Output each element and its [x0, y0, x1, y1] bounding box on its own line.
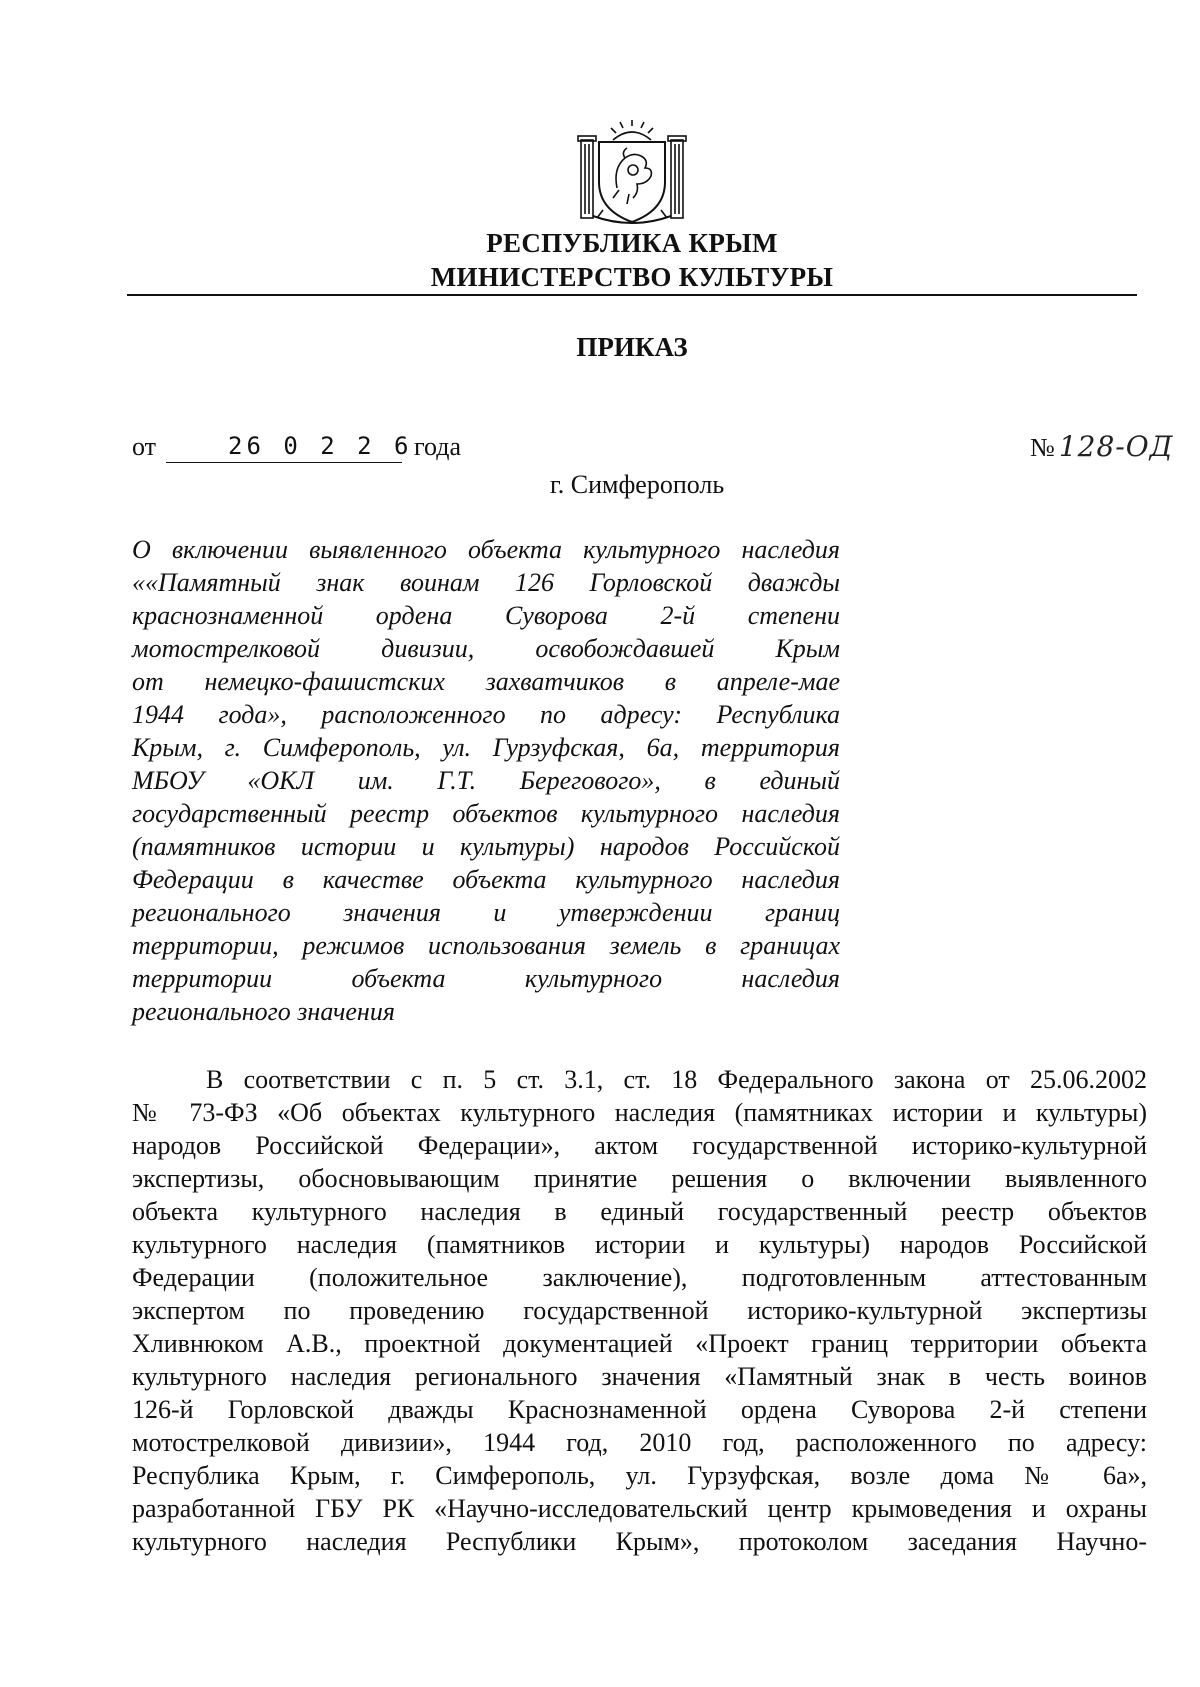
document-type-title: ПРИКАЗ	[576, 332, 688, 362]
number-prefix: №	[1030, 433, 1055, 462]
order-title	[132, 533, 840, 1028]
title-line: О включении выявленного объекта культурного наследия	[132, 535, 840, 564]
handwritten-number: 128-ОД	[1058, 430, 1174, 463]
title-line: мотострелковой дивизии, освобождавшей Крым	[132, 634, 840, 663]
body-line: разработанной ГБУ РК «Научно-исследовательский центр крымоведения и охраны	[132, 1494, 1147, 1523]
header-divider	[127, 294, 1137, 296]
body-line: культурного наследия (памятников истории и культуры) народов Российской	[132, 1230, 1147, 1259]
title-line: (памятников истории и культуры) народов Российской	[132, 832, 840, 861]
header-republic: РЕСПУБЛИКА КРЫМ	[486, 228, 778, 258]
body-line: экспертом по проведению государственной историко-культурной экспертизы	[132, 1296, 1147, 1325]
body-line: мотострелковой дивизии», 1944 год, 2010 год, расположенного по адресу:	[132, 1428, 1147, 1457]
body-line: культурного наследия регионального значения «Памятный знак в честь воинов	[132, 1362, 1147, 1391]
body-paragraph	[132, 1063, 1147, 1558]
header-ministry: МИНИСТЕРСТВО КУЛЬТУРЫ	[430, 262, 834, 292]
coat-of-arms-emblem	[573, 118, 691, 230]
title-line: государственный реестр объектов культурного наследия	[132, 799, 840, 828]
city-label: г. Симферополь	[550, 470, 725, 499]
date-underline	[166, 462, 402, 463]
title-line: ««Памятный знак воинам 126 Горловской дважды	[132, 568, 840, 597]
title-line: территории объекта культурного наследия	[132, 964, 840, 993]
title-line: регионального значения	[132, 997, 395, 1026]
body-line: объекта культурного наследия в единый государственный реестр объектов	[132, 1197, 1147, 1226]
order-number	[1030, 430, 1173, 463]
date-prefix: от	[132, 432, 157, 461]
date-suffix: года	[414, 432, 462, 461]
title-line: краснознаменной ордена Суворова 2-й степени	[132, 601, 840, 630]
title-line: территории, режимов использования земель в границах	[132, 931, 840, 960]
title-line: 1944 года», расположенного по адресу: Республика	[132, 700, 840, 729]
body-line: В соответствии с п. 5 ст. 3.1, ст. 18 Федерального закона от 25.06.2002	[206, 1065, 1147, 1094]
body-line: культурного наследия Республики Крым», протоколом заседания Научно-	[132, 1527, 1147, 1556]
body-line: Республика Крым, г. Симферополь, ул. Гурзуфская, возле дома № 6а»,	[132, 1461, 1147, 1490]
title-line: Федерации в качестве объекта культурного наследия	[132, 865, 840, 894]
date-stamp: 26 0 2 2 6	[228, 432, 413, 460]
body-line: Федерации (положительное заключение), подготовленным аттестованным	[132, 1263, 1147, 1292]
title-line: от немецко-фашистских захватчиков в апреле-мае	[132, 667, 840, 696]
body-line: народов Российской Федерации», актом государственной историко-культурной	[132, 1131, 1147, 1160]
body-line: 126-й Горловской дважды Краснознаменной ордена Суворова 2-й степени	[132, 1395, 1147, 1424]
body-line: № 73-ФЗ «Об объектах культурного наследия (памятниках истории и культуры)	[132, 1098, 1147, 1127]
title-line: Крым, г. Симферополь, ул. Гурзуфская, 6а, территория	[132, 733, 840, 762]
body-line: Хливнюком А.В., проектной документацией «Проект границ территории объекта	[132, 1329, 1147, 1358]
body-line: экспертизы, обосновывающим принятие решения о включении выявленного	[132, 1164, 1147, 1193]
title-line: регионального значения и утверждении границ	[132, 898, 840, 927]
title-line: МБОУ «ОКЛ им. Г.Т. Берегового», в единый	[132, 766, 840, 795]
